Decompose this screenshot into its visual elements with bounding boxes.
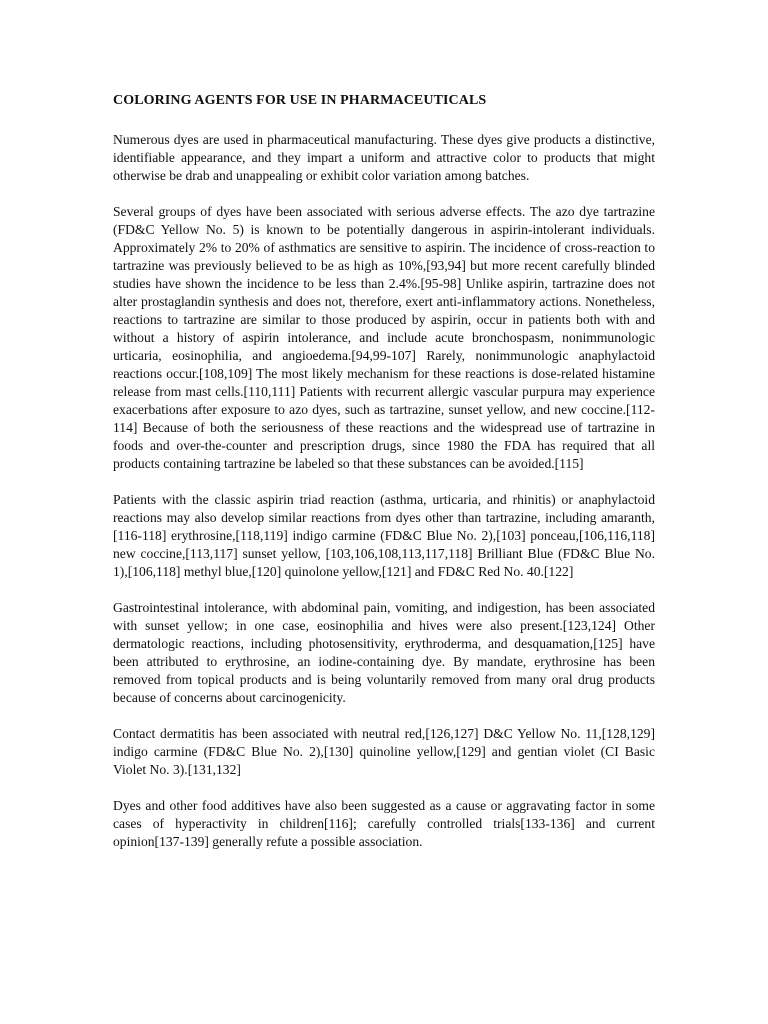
- paragraph-contact-dermatitis: Contact dermatitis has been associated with neutral red,[126,127] D&C Yellow No. 11,[128,129] indigo carmine (FD&C Blue No. 2),[130] quinoline yellow,[129] and gentian violet (CI Basic Violet No. 3).[131,132]: [113, 726, 655, 777]
- document-page: [113, 92, 655, 869]
- document-title: COLORING AGENTS FOR USE IN PHARMACEUTICALS: [113, 93, 487, 108]
- paragraph-tartrazine: Several groups of dyes have been associated with serious adverse effects. The azo dye tartrazine (FD&C Yellow No. 5) is known to be potentially dangerous in aspirin-intolerant individuals. Approximately 2% to 20% of asthmatics are sensitive to aspirin. The incidence of cross-reaction to tartrazine was previously believed to be as high as 10%,[93,94] but more recent carefully blinded studies have shown the incidence to be less than 2.4%.[95-98] Unlike aspirin, tartrazine does not alter prostaglandin synthesis and does not, therefore, exert anti-inflammatory actions. Nonetheless, reactions to tartrazine are similar to those produced by aspirin, occur in patients both with and without a history of aspirin intolerance, and include acute bronchospasm, nonimmunologic urticaria, eosinophilia, and angioedema.[94,99-107] Rarely, nonimmunologic anaphylactoid reactions occur.[108,109] The most likely mechanism for these reactions is dose-related histamine release from mast cells.[110,111] Patients with recurrent allergic vascular purpura may experience exacerbations after exposure to azo dyes, such as tartrazine, sunset yellow, and new coccine.[112-114] Because of both the seriousness of these reactions and the widespread use of tartrazine in foods and over-the-counter and prescription drugs, since 1980 the FDA has required that all products containing tartrazine be labeled so that these substances can be avoided.[115]: [113, 204, 655, 471]
- paragraph-gastrointestinal: Gastrointestinal intolerance, with abdominal pain, vomiting, and indigestion, has been associated with sunset yellow; in one case, eosinophilia and hives were also present.[123,124] Other dermatologic reactions, including photosensitivity, erythroderma, and desquamation,[125] have been attributed to erythrosine, an iodine-containing dye. By mandate, erythrosine has been removed from topical products and is being voluntarily removed from many oral drug products because of concerns about carcinogenicity.: [113, 600, 655, 705]
- paragraph-aspirin-triad: Patients with the classic aspirin triad reaction (asthma, urticaria, and rhinitis) or anaphylactoid reactions may also develop similar reactions from dyes other than tartrazine, including amaranth,[116-118] erythrosine,[118,119] indigo carmine (FD&C Blue No. 2),[103] ponceau,[106,116,118] new coccine,[113,117] sunset yellow, [103,106,108,113,117,118] Brilliant Blue (FD&C Blue No. 1),[106,118] methyl blue,[120] quinolone yellow,[121] and FD&C Red No. 40.[122]: [113, 492, 655, 579]
- paragraph-hyperactivity: Dyes and other food additives have also been suggested as a cause or aggravating factor in some cases of hyperactivity in children[116]; carefully controlled trials[133-136] and current opinion[137-139] generally refute a possible association.: [113, 798, 655, 849]
- paragraph-intro: Numerous dyes are used in pharmaceutical manufacturing. These dyes give products a distinctive, identifiable appearance, and they impart a uniform and attractive color to products that might otherwise be drab and unappealing or exhibit color variation among batches.: [113, 132, 655, 183]
